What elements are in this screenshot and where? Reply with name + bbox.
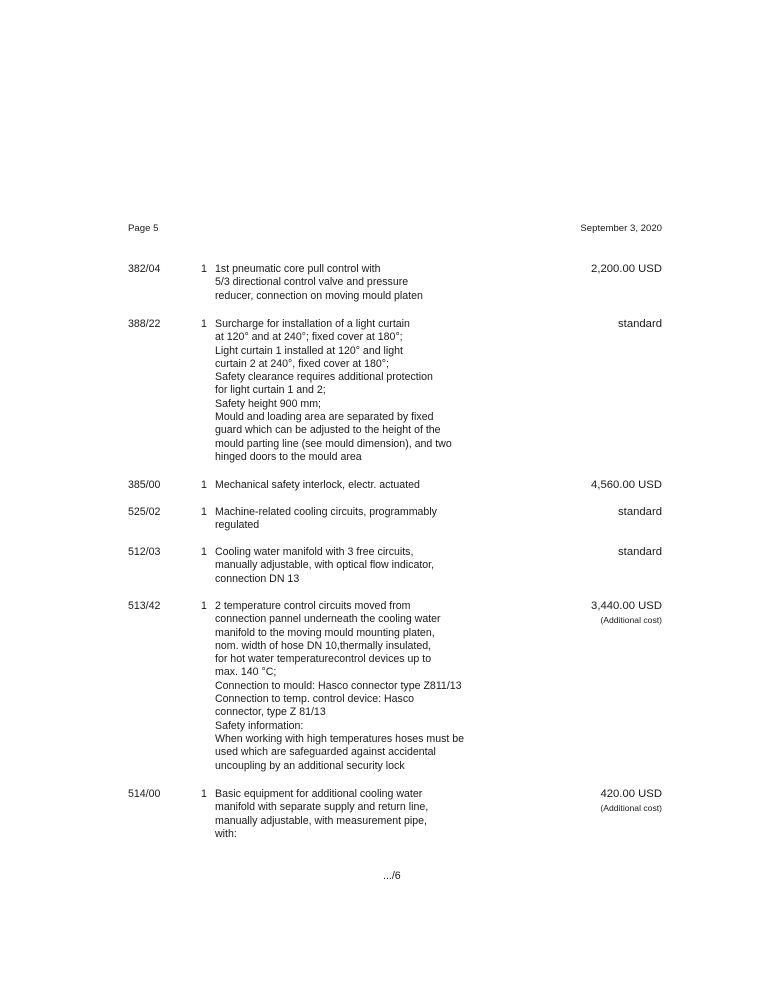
description-line: Surcharge for installation of a light curtain [215, 318, 410, 330]
description-line: 5/3 directional control valve and pressure [215, 276, 409, 289]
item-code: 525/02 [128, 506, 161, 518]
description-line: manifold with separate supply and return line, [215, 801, 429, 814]
page-number: Page 5 [128, 223, 159, 234]
item-price [591, 263, 662, 276]
description-line: mould parting line (see mould dimension), and two [215, 437, 452, 450]
description-line: Machine-related cooling circuits, programmably [215, 506, 437, 518]
item-price [618, 506, 662, 519]
price-value: 420.00 USD [600, 788, 662, 800]
description-line: used which are safeguarded against accidental [215, 746, 436, 759]
price-value: standard [618, 506, 662, 518]
description-line: guard which can be adjusted to the height of the [215, 424, 441, 437]
description-line: for light curtain 1 and 2; [215, 384, 326, 397]
item-quantity: 1 [201, 506, 207, 518]
description-line: curtain 2 at 240°, fixed cover at 180°; [215, 357, 389, 370]
description-line: Connection to temp. control device: Hasco [215, 693, 415, 706]
item-quantity: 1 [201, 318, 207, 330]
description-line: manifold to the moving mould mounting platen, [215, 626, 435, 639]
item-price [618, 546, 662, 559]
item-description [215, 479, 490, 492]
description-line: 2 temperature control circuits moved from [215, 600, 411, 612]
description-line: with: [215, 827, 237, 840]
description-line: 1st pneumatic core pull control with [215, 263, 381, 275]
description-line: Connection to mould: Hasco connector type Z811/13 [215, 679, 462, 692]
description-line: connector, type Z 81/13 [215, 706, 326, 719]
item-quantity: 1 [201, 479, 207, 491]
description-line: Cooling water manifold with 3 free circuits, [215, 546, 414, 558]
description-line: Mould and loading area are separated by fixed [215, 411, 434, 424]
item-description [215, 318, 490, 464]
price-value: standard [618, 318, 662, 330]
price-value: 2,200.00 USD [591, 263, 662, 275]
item-price [618, 318, 662, 331]
item-price [591, 600, 662, 627]
item-price [600, 788, 662, 815]
description-line: manually adjustable, with measurement pipe, [215, 814, 427, 827]
item-code: 388/22 [128, 318, 161, 330]
description-line: at 120° and at 240°; fixed cover at 180°; [215, 331, 403, 344]
description-line: nom. width of hose DN 10,thermally insulated, [215, 639, 432, 652]
item-description [215, 263, 490, 303]
item-price [591, 479, 662, 492]
item-code: 512/03 [128, 546, 161, 558]
item-code: 382/04 [128, 263, 161, 275]
price-note: (Additional cost) [600, 615, 662, 626]
description-line: connection DN 13 [215, 572, 300, 585]
description-line: regulated [215, 519, 260, 532]
description-line: Safety clearance requires additional protection [215, 371, 433, 384]
item-description [215, 546, 490, 586]
price-value: standard [618, 546, 662, 558]
description-line: for hot water temperaturecontrol devices up to [215, 653, 432, 666]
price-note: (Additional cost) [600, 803, 662, 814]
description-line: reducer, connection on moving mould platen [215, 289, 423, 302]
item-description [215, 600, 490, 773]
item-code: 385/00 [128, 479, 161, 491]
description-line: When working with high temperatures hoses must be [215, 732, 465, 745]
description-line: uncoupling by an additional security lock [215, 759, 405, 772]
description-line: Basic equipment for additional cooling water [215, 788, 423, 800]
item-quantity: 1 [201, 788, 207, 800]
description-line: Safety information: [215, 719, 304, 732]
price-value: 4,560.00 USD [591, 479, 662, 491]
item-quantity: 1 [201, 546, 207, 558]
description-line: connection pannel underneath the cooling water [215, 613, 441, 626]
description-line: manually adjustable, with optical flow indicator, [215, 559, 435, 572]
description-line: Mechanical safety interlock, electr. actuated [215, 479, 420, 491]
description-line: Light curtain 1 installed at 120° and light [215, 344, 403, 357]
document-date: September 3, 2020 [580, 223, 662, 234]
item-description [215, 788, 490, 841]
item-code: 513/42 [128, 600, 161, 612]
item-quantity: 1 [201, 600, 207, 612]
description-line: hinged doors to the mould area [215, 450, 362, 463]
description-line: Safety height 900 mm; [215, 397, 321, 410]
continuation-marker: .../6 [383, 870, 401, 882]
price-value: 3,440.00 USD [591, 600, 662, 612]
item-quantity: 1 [201, 263, 207, 275]
description-line: max. 140 °C; [215, 666, 277, 679]
item-description [215, 506, 490, 533]
item-code: 514/00 [128, 788, 161, 800]
